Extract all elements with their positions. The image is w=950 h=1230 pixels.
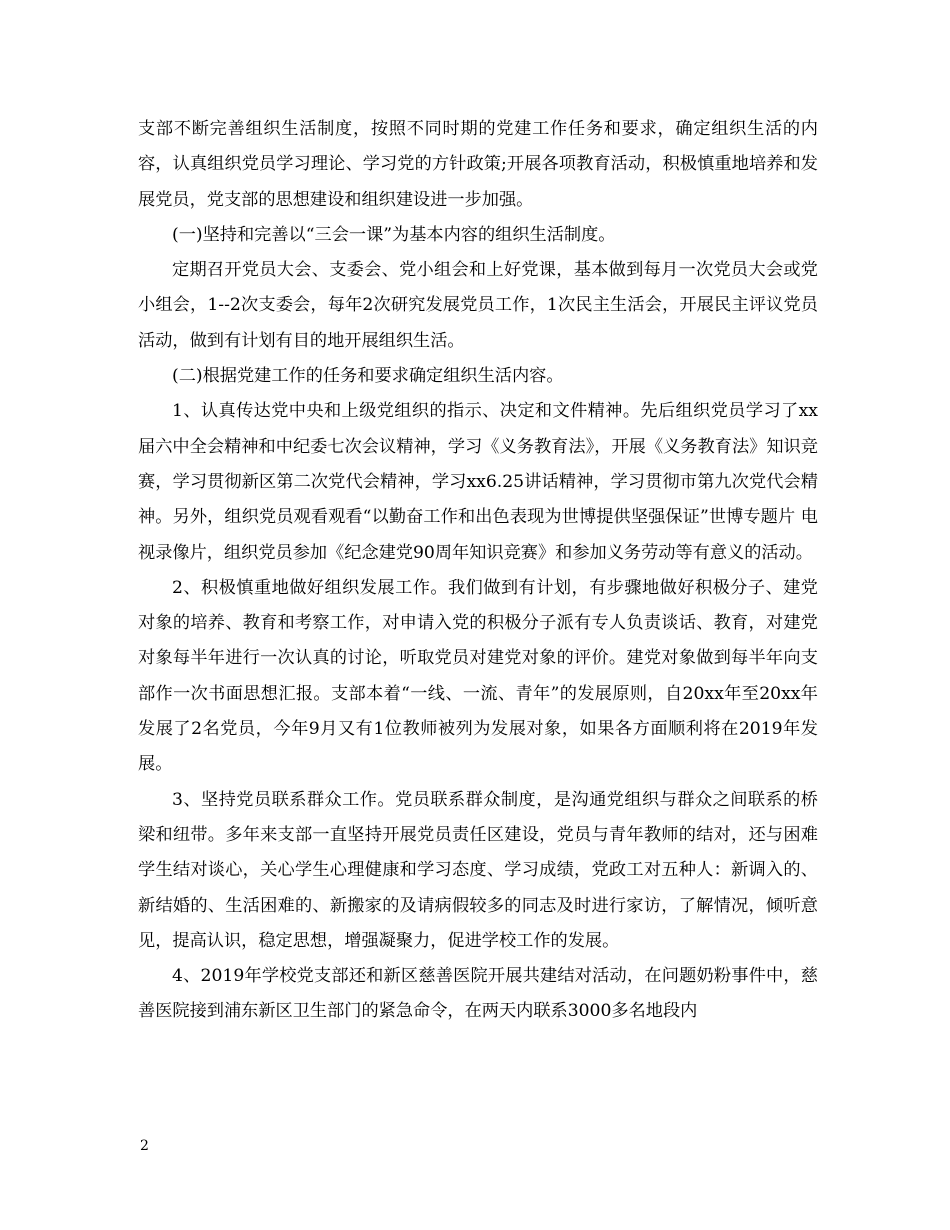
paragraph-item-4: 4、2019年学校党支部还和新区慈善医院开展共建结对活动，在问题奶粉事件中，慈善医院接到浦东新区卫生部门的紧急命令，在两天内联系3000多名地段内: [138, 966, 818, 1022]
document-body: [138, 112, 818, 1030]
page-number: 2: [140, 1138, 149, 1154]
paragraph-intro: 支部不断完善组织生活制度，按照不同时期的党建工作任务和要求，确定组织生活的内容，认真组织党员学习理论、学习党的方针政策;开展各项教育活动，积极慎重地培养和发展党员，党支部的思想建设和组织建设进一步加强。: [138, 119, 818, 210]
paragraph-item-1: 1、认真传达党中央和上级党组织的指示、决定和文件精神。先后组织党员学习了xx届六中全会精神和中纪委七次会议精神，学习《义务教育法》，开展《义务教育法》知识竞赛，学习贯彻新区第二次党代会精神，学习xx6.25讲话精神，学习贯彻市第九次党代会精神。另外，组织党员观看观看“以勤奋工作和出色表现为世博提供坚强保证”世博专题片 电视录像片，组织党员参加《纪念建党90周年知识竞赛》和参加义务劳动等有意义的活动。: [138, 401, 818, 563]
paragraph-meetings: 定期召开党员大会、支委会、党小组会和上好党课，基本做到每月一次党员大会或党小组会，1--2次支委会，每年2次研究发展党员工作，1次民主生活会，开展民主评议党员活动，做到有计划有目的地开展组织生活。: [138, 260, 818, 351]
paragraph-item-3: 3、坚持党员联系群众工作。党员联系群众制度，是沟通党组织与群众之间联系的桥梁和纽带。多年来支部一直坚持开展党员责任区建设，党员与青年教师的结对，还与困难学生结对谈心，关心学生心理健康和学习态度、学习成绩，党政工对五种人：新调入的、新结婚的、生活困难的、新搬家的及请病假较多的同志及时进行家访，了解情况，倾听意见，提高认识，稳定思想，增强凝聚力，促进学校工作的发展。: [138, 789, 818, 951]
paragraph-heading-2: (二)根据党建工作的任务和要求确定组织生活内容。: [172, 366, 564, 387]
paragraph-item-2: 2、积极慎重地做好组织发展工作。我们做到有计划，有步骤地做好积极分子、建党对象的培养、教育和考察工作，对申请入党的积极分子派有专人负责谈话、教育，对建党对象每半年进行一次认真的讨论，听取党员对建党对象的评价。建党对象做到每半年向支部作一次书面思想汇报。支部本着“一线、一流、青年”的发展原则，自20xx年至20xx年发展了2名党员，今年9月又有1位教师被列为发展对象，如果各方面顺利将在2019年发展。: [138, 577, 818, 775]
paragraph-heading-1: (一)坚持和完善以“三会一课”为基本内容的组织生活制度。: [172, 224, 616, 245]
